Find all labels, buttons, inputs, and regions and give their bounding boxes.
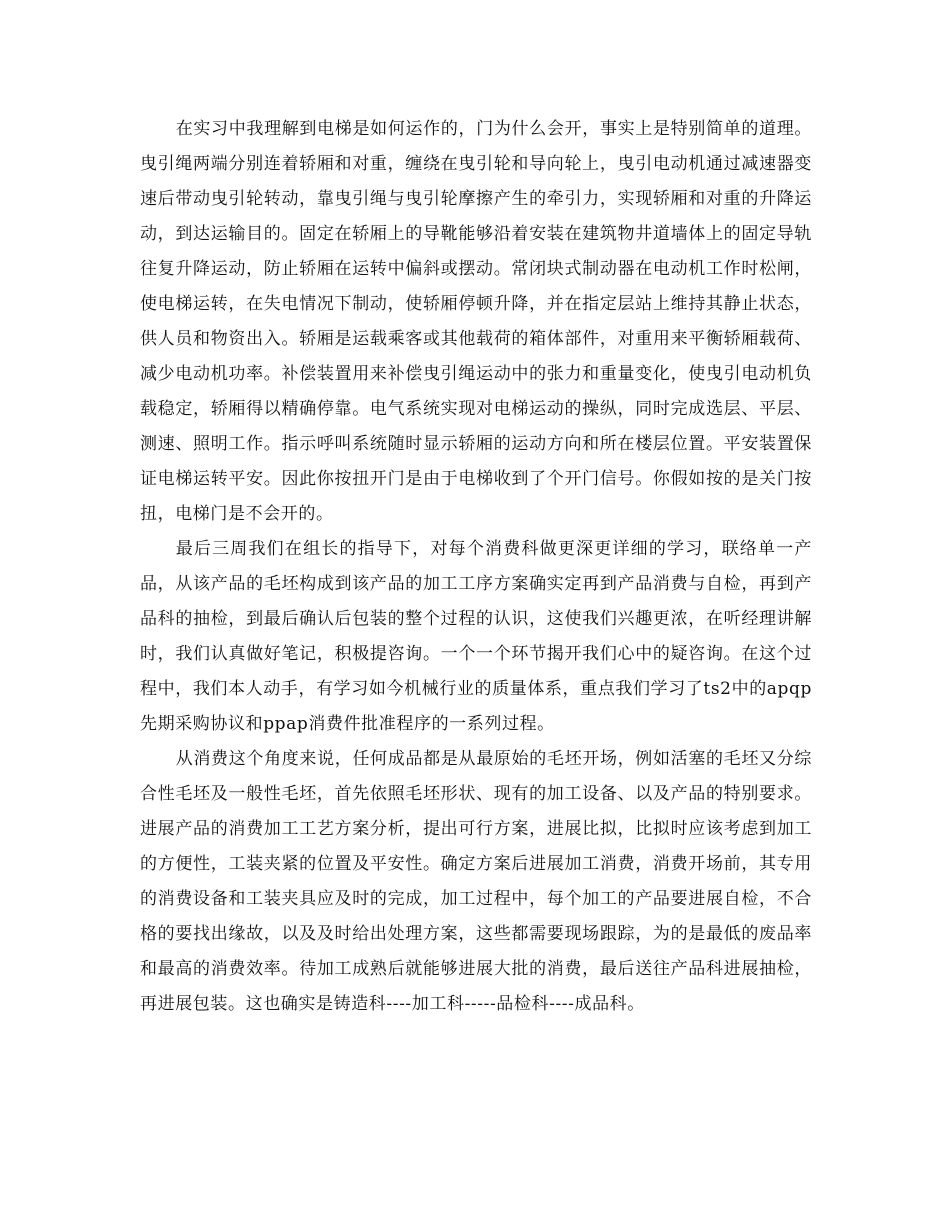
paragraph-final-three-weeks: 最后三周我们在组长的指导下，对每个消费科做更深更详细的学习，联络单一产品，从该产品的毛坯构成到该产品的加工工序方案确实定再到产品消费与自检，再到产品科的抽检，到最后确认后包装的整个过程的认识，这使我们兴趣更浓，在听经理讲解时，我们认真做好笔记，积极提咨询。一个一个环节揭开我们心中的疑咨询。在这个过程中，我们本人动手，有学习如今机械行业的质量体系，重点我们学习了ts2中的apqp先期采购协议和ppap消费件批准程序的一系列过程。 — [140, 539, 812, 734]
paragraph-elevator-operation: 在实习中我理解到电梯是如何运作的，门为什么会开，事实上是特别简单的道理。曳引绳两端分别连着轿厢和对重，缠绕在曳引轮和导向轮上，曳引电动机通过减速器变速后带动曳引轮转动，靠曳引绳与曳引轮摩擦产生的牵引力，实现轿厢和对重的升降运动，到达运输目的。固定在轿厢上的导靴能够沿着安装在建筑物井道墙体上的固定导轨往复升降运动，防止轿厢在运转中偏斜或摆动。常闭块式制动器在电动机工作时松闸，使电梯运转，在失电情况下制动，使轿厢停顿升降，并在指定层站上维持其静止状态，供人员和物资出入。轿厢是运载乘客或其他载荷的箱体部件，对重用来平衡轿厢载荷、减少电动机功率。补偿装置用来补偿曳引绳运动中的张力和重量变化，使曳引电动机负载稳定，轿厢得以精确停靠。电气系统实现对电梯运动的操纵，同时完成选层、平层、测速、照明工作。指示呼叫系统随时显示轿厢的运动方向和所在楼层位置。平安装置保证电梯运转平安。因此你按扭开门是由于电梯收到了个开门信号。你假如按的是关门按扭，电梯门是不会开的。 — [140, 119, 812, 524]
document-body — [140, 112, 812, 1022]
paragraph-production-process: 从消费这个角度来说，任何成品都是从最原始的毛坯开场，例如活塞的毛坯又分综合性毛坯及一般性毛坯，首先依照毛坯形状、现有的加工设备、以及产品的特别要求。进展产品的消费加工工艺方案分析，提出可行方案，进展比拟，比拟时应该考虑到加工的方便性，工装夹紧的位置及平安性。确定方案后进展加工消费，消费开场前，其专用的消费设备和工装夹具应及时的完成，加工过程中，每个加工的产品要进展自检，不合格的要找出缘故，以及及时给出处理方案，这些都需要现场跟踪，为的是最低的废品率和最高的消费效率。待加工成熟后就能够进展大批的消费，最后送往产品科进展抽检，再进展包装。这也确实是铸造科----加工科-----品检科----成品科。 — [140, 749, 812, 1014]
